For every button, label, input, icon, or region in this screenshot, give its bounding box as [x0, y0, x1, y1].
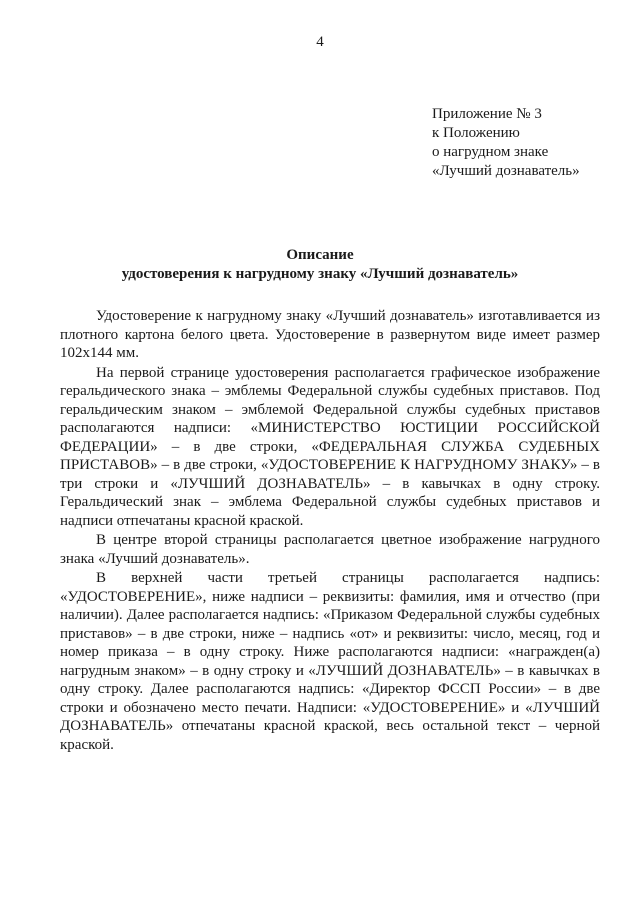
heading-subtitle: удостоверения к нагрудному знаку «Лучший дознаватель» — [121, 266, 519, 282]
document-body — [60, 307, 600, 755]
paragraph: На первой странице удостоверения располагается графическое изображение геральдического знака – эмблемы Федеральной службы судебных приставов. Под геральдическим знаком – эмблемой Федеральной службы судебных приставов располагаются надписи: «МИНИСТЕРСТВО ЮСТИЦИИ РОССИЙСКОЙ ФЕДЕРАЦИИ» – в две строки, «ФЕДЕРАЛЬНАЯ СЛУЖБА СУДЕБНЫХ ПРИСТАВОВ» – в две строки, «УДОСТОВЕРЕНИЕ К НАГРУДНОМУ ЗНАКУ» – в три строки и «ЛУЧШИЙ ДОЗНАВАТЕЛЬ» – в кавычках в одну строку. Геральдический знак – эмблема Федеральной службы судебных приставов и надписи отпечатаны красной краской. — [60, 364, 600, 529]
appendix-line: к Положению — [432, 125, 520, 141]
paragraph: В верхней части третьей страницы располагается надпись: «УДОСТОВЕРЕНИЕ», ниже надписи – реквизиты: фамилия, имя и отчество (при наличии). Далее располагается надпись: «Приказом Федеральной службы судебных приставов» – в две строки, ниже – надпись «от» и реквизиты: число, месяц, год и номер приказа – в одну строку. Ниже располагаются надписи: «награжден(а) нагрудным знаком» – в одну строку и «ЛУЧШИЙ ДОЗНАВАТЕЛЬ» – в кавычках в одну строку. Далее располагаются надпись: «Директор ФССП России» – в две строки и обозначено место печати. Надписи: «УДОСТОВЕРЕНИЕ» и «ЛУЧШИЙ ДОЗНАВАТЕЛЬ» отпечатаны красной краской, весь остальной текст – черной краской. — [60, 570, 600, 753]
heading-title: Описание — [286, 247, 354, 263]
paragraph: В центре второй страницы располагается цветное изображение нагрудного знака «Лучший дознаватель». — [60, 532, 600, 567]
appendix-line: о нагрудном знаке — [432, 144, 549, 160]
appendix-line: «Лучший дознаватель» — [432, 163, 580, 179]
document-heading — [0, 246, 640, 284]
appendix-block — [432, 105, 580, 181]
paragraph: Удостоверение к нагрудному знаку «Лучший дознаватель» изготавливается из плотного картона белого цвета. Удостоверение в развернутом виде имеет размер 102х144 мм. — [60, 308, 600, 361]
appendix-line: Приложение № 3 — [432, 106, 542, 122]
page-number: 4 — [316, 34, 324, 50]
